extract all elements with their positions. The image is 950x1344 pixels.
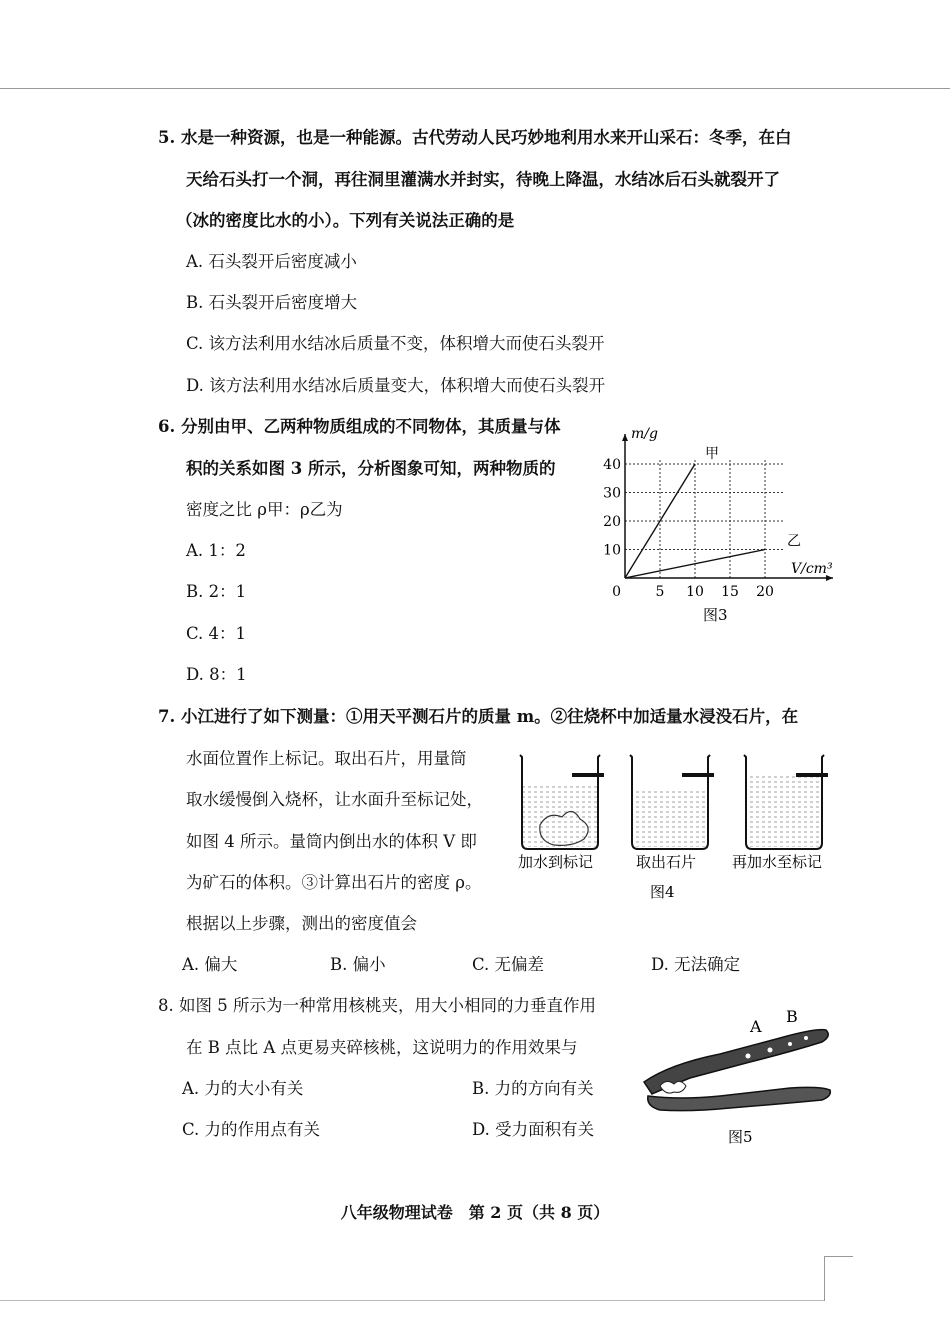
beaker-1 bbox=[518, 755, 604, 871]
beaker-2-label: 取出石片 bbox=[636, 853, 697, 871]
beaker-3 bbox=[732, 755, 828, 871]
chart-labels bbox=[603, 426, 833, 624]
q7-stem-line-5: 为矿石的体积。③计算出石片的密度 ρ。 bbox=[186, 873, 482, 892]
beaker-2 bbox=[630, 755, 714, 871]
q5-stem-line-2: 天给石头打一个洞，再往洞里灌满水并封实，待晚上降温，水结冰后石头就裂开了 bbox=[186, 170, 780, 189]
beaker-1-label: 加水到标记 bbox=[518, 853, 594, 871]
bottom-rule bbox=[0, 1300, 825, 1301]
figure-4-caption: 图4 bbox=[650, 883, 675, 901]
q7-option-d: D. 无法确定 bbox=[651, 955, 741, 974]
chart-grid bbox=[625, 458, 785, 578]
q5-option-a: A. 石头裂开后密度减小 bbox=[186, 252, 357, 271]
beaker-2-water bbox=[633, 791, 707, 847]
figure-3-chart bbox=[595, 420, 855, 630]
q8-stem-line-2: 在 B 点比 A 点更易夹碎核桃，这说明力的作用效果与 bbox=[186, 1038, 578, 1057]
q5-option-c: C. 该方法利用水结冰后质量不变，体积增大而使石头裂开 bbox=[186, 334, 605, 353]
q6-stem-line-3: 密度之比 ρ甲：ρ乙为 bbox=[186, 500, 343, 519]
point-b-label: B bbox=[786, 1007, 798, 1026]
q7-stem-line-4: 如图 4 所示。量筒内倒出水的体积 V 即 bbox=[186, 832, 477, 851]
page-corner-mark bbox=[824, 1256, 853, 1301]
q7-stem-line-2: 水面位置作上标记。取出石片，用量筒 bbox=[186, 749, 467, 768]
y-tick-label-2: 20 bbox=[603, 514, 621, 530]
q6-stem-line-1: 6. 分别由甲、乙两种物质组成的不同物体，其质量与体 bbox=[158, 417, 561, 436]
series-label-2: 乙 bbox=[787, 533, 801, 550]
q7-stem-line-3: 取水缓慢倒入烧杯，让水面升至标记处， bbox=[186, 790, 483, 809]
q8-option-a: A. 力的大小有关 bbox=[182, 1079, 304, 1098]
q6-option-d: D. 8：1 bbox=[186, 665, 247, 684]
q7-option-c: C. 无偏差 bbox=[472, 955, 545, 974]
q8-option-c: C. 力的作用点有关 bbox=[182, 1120, 321, 1139]
x-tick-label-1: 5 bbox=[655, 584, 665, 600]
q8-option-b: B. 力的方向有关 bbox=[472, 1079, 594, 1098]
q7-stem-line-1: 7. 小江进行了如下测量：①用天平测石片的质量 m。②往烧杯中加适量水浸没石片，在 bbox=[158, 707, 799, 726]
y-axis-label: m/g bbox=[631, 426, 658, 442]
y-tick-label-3: 30 bbox=[603, 485, 621, 502]
q8-stem-line-1: 8. 如图 5 所示为一种常用核桃夹，用大小相同的力垂直作用 bbox=[158, 996, 596, 1015]
x-tick-label-2: 10 bbox=[686, 584, 704, 600]
x-axis-label: V/cm³ bbox=[791, 561, 833, 577]
chart-axes bbox=[622, 434, 833, 581]
q6-stem-line-2: 积的关系如图 3 所示，分析图象可知，两种物质的 bbox=[186, 459, 556, 478]
series-label-1: 甲 bbox=[705, 446, 719, 462]
y-tick-label-4: 40 bbox=[603, 457, 621, 473]
q7-stem-line-6: 根据以上步骤，测出的密度值会 bbox=[186, 914, 417, 933]
q7-option-b: B. 偏小 bbox=[330, 955, 386, 974]
q8-option-d: D. 受力面积有关 bbox=[472, 1120, 595, 1139]
q6-option-c: C. 4：1 bbox=[186, 624, 247, 643]
top-rule bbox=[0, 88, 950, 89]
point-a-label: A bbox=[750, 1017, 762, 1036]
q6-option-b: B. 2：1 bbox=[186, 582, 247, 601]
q5-option-d: D. 该方法利用水结冰后质量变大，体积增大而使石头裂开 bbox=[186, 376, 606, 395]
q5-stem-line-3: （冰的密度比水的小）。下列有关说法正确的是 bbox=[176, 211, 515, 230]
page-footer: 八年级物理试卷 第 2 页（共 8 页） bbox=[340, 1203, 610, 1222]
figure-5-nutcracker bbox=[630, 1000, 850, 1150]
beaker-3-label: 再加水至标记 bbox=[732, 853, 823, 871]
q6-option-a: A. 1：2 bbox=[186, 541, 246, 560]
y-axis-arrow bbox=[622, 434, 628, 441]
q5-option-b: B. 石头裂开后密度增大 bbox=[186, 293, 358, 312]
figure-5-caption: 图5 bbox=[728, 1128, 753, 1146]
q7-option-a: A. 偏大 bbox=[182, 955, 238, 974]
origin-label: 0 bbox=[612, 584, 621, 600]
figure-4-beakers bbox=[510, 745, 850, 915]
chart-title: 图3 bbox=[703, 606, 728, 624]
q5-stem-line-1: 5. 水是一种资源，也是一种能源。古代劳动人民巧妙地利用水来开山采石：冬季，在白 bbox=[158, 128, 792, 147]
x-tick-label-3: 15 bbox=[721, 584, 739, 600]
y-tick-label-1: 10 bbox=[603, 542, 621, 559]
x-tick-label-4: 20 bbox=[756, 584, 774, 600]
beaker-3-water bbox=[747, 775, 821, 847]
nutcracker-icon bbox=[644, 1030, 830, 1111]
